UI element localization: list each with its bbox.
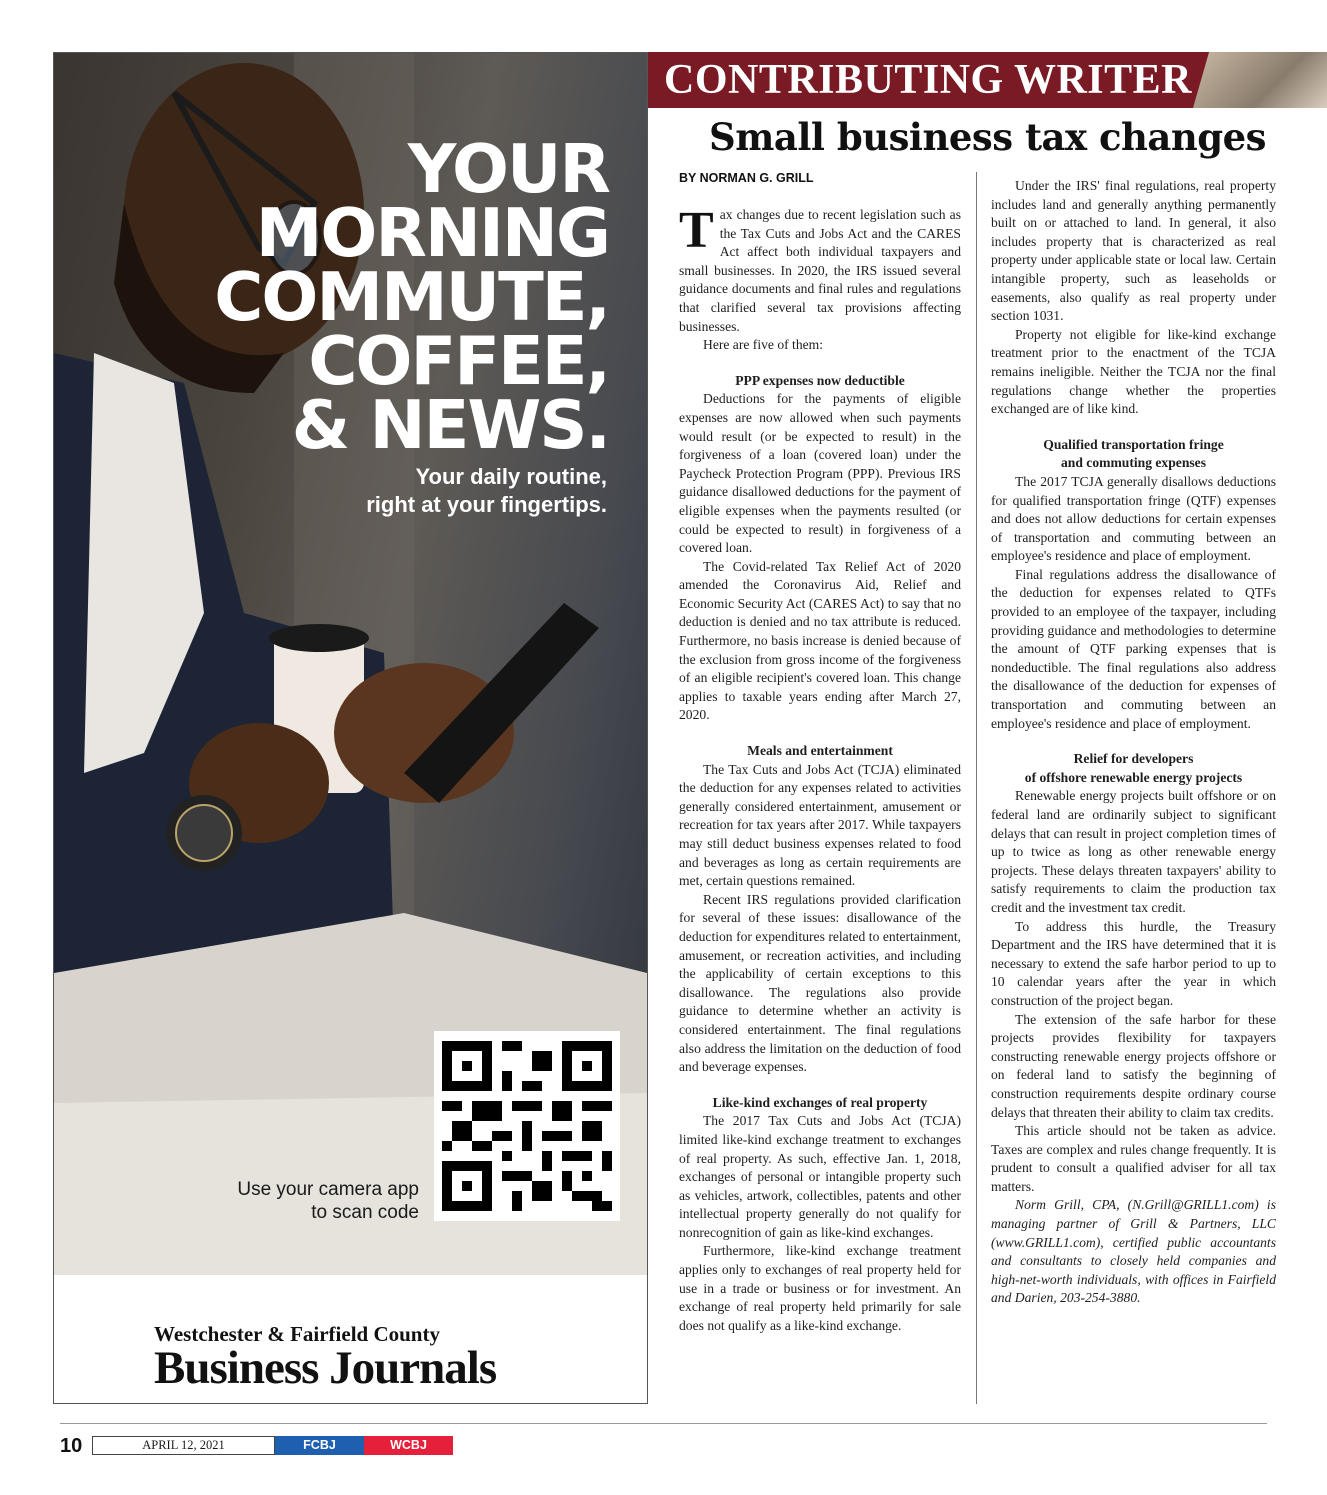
article-paragraph: The 2017 TCJA generally disallows deductions for qualified transportation fringe (QTF) expenses and does not allow deductions for certain expenses of transportation and commuting between an employee's residence and place of employment.: [991, 473, 1276, 564]
advertisement: [53, 52, 648, 1404]
qr-caption-line: Use your camera app: [237, 1179, 419, 1200]
article-paragraph: The extension of the safe harbor for these projects provides flexibility for taxpayers constructing renewable energy projects offshore or on federal land to satisfy the beginning of construction requirements despite ordinary course delays that threaten their ability to claim tax credits.: [991, 1011, 1276, 1120]
heading-line: Qualified transportation fringe: [1043, 436, 1224, 452]
article-byline: BY NORMAN G. GRILL: [679, 171, 814, 185]
wcbj-tag: WCBJ: [364, 1436, 453, 1455]
ad-subheadline-line: right at your fingertips.: [366, 492, 607, 517]
section-heading: PPP expenses now deductible: [735, 372, 905, 388]
issue-date: APRIL 12, 2021: [92, 1436, 275, 1455]
article-column-1: [679, 202, 961, 1335]
ad-headline-line: COMMUTE,: [214, 258, 609, 336]
drop-cap: T: [679, 202, 714, 259]
article-paragraph: Recent IRS regulations provided clarification for several of these issues: disallowance of the deduction for expenditures related to entertainment, amusement, or recreation activities, and including the applicability of certain exceptions to this disallowance. The regulations also provide guidance to determine whether an activity is considered entertainment. The final regulations also address the limitation on the deduction of food and beverage expenses.: [679, 891, 961, 1075]
banner-photo: [1193, 52, 1327, 108]
article-headline: Small business tax changes: [708, 115, 1267, 159]
ad-subheadline-line: Your daily routine,: [415, 464, 607, 489]
article-paragraph: Property not eligible for like-kind exchange treatment prior to the enactment of the TCJA remains ineligible. Neither the TCJA nor the final regulations change whether the properties exchanged are of like kind.: [991, 326, 1276, 417]
article-paragraph: The Tax Cuts and Jobs Act (TCJA) eliminated the deduction for any expenses related to activities generally considered entertainment, amusement or recreation for tax years after 2017. While taxpayers may still deduct business expenses related to food and beverages as long as certain requirements are met, certain questions remained.: [679, 761, 961, 889]
heading-line: Relief for developers: [1073, 751, 1194, 767]
ad-headline-line: COFFEE,: [308, 322, 609, 400]
ad-headline-line: & NEWS.: [291, 386, 609, 464]
column-divider: [976, 172, 977, 1404]
ad-headline-line: MORNING: [255, 194, 609, 272]
qr-code[interactable]: [434, 1031, 620, 1221]
section-banner: [648, 52, 1327, 108]
ad-headline: [214, 130, 609, 464]
ad-subheadline: [366, 463, 607, 519]
article-paragraph: To address this hurdle, the Treasury Department and the IRS have determined that it is necessary to extend the safe harbor period to up to 10 calendar years after the year in which construction of the project began.: [991, 918, 1276, 1008]
article-paragraph: Here are five of them:: [703, 337, 824, 353]
article-paragraph: Furthermore, like-kind exchange treatment applies only to exchanges of real property held for use in a trade or business or for investment. An exchange of real property held primarily for sale does not qualify as a like-kind exchange.: [679, 1243, 961, 1333]
qr-code-icon: [442, 1041, 612, 1211]
footer-rule: [60, 1423, 1267, 1424]
article-paragraph: Final regulations address the disallowance of the deduction for expenses related to QTFs provided to an employee of the taxpayer, including providing guidance and methodologies to determine the amount of QTF parking expenses that is nondeductible. The final regulations also address the disallowance of the deduction for expenses of transportation and commuting between an employee's residence and place of employment.: [991, 566, 1276, 731]
article-paragraph: [679, 202, 961, 336]
article-paragraph: The Covid-related Tax Relief Act of 2020 amended the Coronavirus Aid, Relief and Economic Security Act (CARES Act) to say that no deduction is denied and no tax attribute is reduced. Furthermore, no basis increase is denied because of the exclusion from gross income of the forgiveness of an eligible recipient's covered loan. This change applies to taxable years ending after March 27, 2020.: [679, 558, 961, 723]
fcbj-tag: FCBJ: [275, 1436, 364, 1455]
article-paragraph: Under the IRS' final regulations, real property includes land and generally anything permanently built on or attached to land. In general, it also includes property that is characterized as real property under applicable state or local law. Certain intangible property, such as leaseholds or easements, also qualify as real property under section 1031.: [991, 178, 1276, 324]
section-heading: Like-kind exchanges of real property: [712, 1094, 928, 1110]
section-banner-label: CONTRIBUTING WRITER: [664, 57, 1192, 103]
qr-caption-line: to scan code: [311, 1202, 419, 1223]
logo-main-line: Business Journals: [154, 1342, 497, 1394]
heading-line: and commuting expenses: [1060, 455, 1206, 471]
paragraph-text: ax changes due to recent legislation such as the Tax Cuts and Jobs Act and the CARES Act affect both individual taxpayers and small businesses. In 2020, the IRS issued several guidance documents and final rules and regulations that clarified several tax provisions affecting businesses.: [679, 207, 961, 334]
article-paragraph: Renewable energy projects built offshore or on federal land are ordinarily subject to significant delays that can result in project completion times of up to twice as long as other renewable energy projects. These delays threaten taxpayers' ability to satisfy requirements to claim the production tax credit and the investment tax credit.: [991, 788, 1276, 915]
author-bio: Norm Grill, CPA, (N.Grill@GRILL1.com) is managing partner of Grill & Partners, LLC (www.GRILL1.com), certified public accountants and consultants to closely held companies and high-net-worth individuals, with offices in Fairfield and Darien, 203-254-3880.: [991, 1197, 1276, 1306]
section-heading: [991, 436, 1276, 473]
section-heading: [991, 750, 1276, 787]
article-paragraph: Deductions for the payments of eligible expenses are now allowed when such payments would result (or be expected to result) in the forgiveness of a loan (covered loan) under the Paycheck Protection Program (PPP). Previous IRS guidance disallowed deductions for the payment of eligible expenses when the payments resulted (or could be expected to result) in forgiveness of a covered loan.: [679, 391, 961, 556]
qr-caption: [237, 1178, 419, 1224]
heading-line: of offshore renewable energy projects: [1024, 769, 1243, 785]
article-paragraph: This article should not be taken as advice. Taxes are complex and rules change frequently. It is prudent to consult a qualified adviser for all tax matters.: [991, 1123, 1276, 1194]
article-column-2: [991, 177, 1276, 1308]
article-paragraph: The 2017 Tax Cuts and Jobs Act (TCJA) limited like-kind exchange treatment to exchanges of real property. As such, effective Jan. 1, 2018, exchanges of personal or intangible property such as vehicles, artwork, collectibles, patents and other intellectual property generally do not qualify for nonrecognition of gain as like-kind exchanges.: [679, 1113, 961, 1240]
business-journals-logo: [154, 1322, 497, 1394]
logo-top-line: Westchester & Fairfield County: [154, 1322, 440, 1346]
section-heading: Meals and entertainment: [747, 743, 893, 759]
ad-headline-line: YOUR: [407, 130, 609, 208]
page-number: 10: [60, 1435, 83, 1457]
